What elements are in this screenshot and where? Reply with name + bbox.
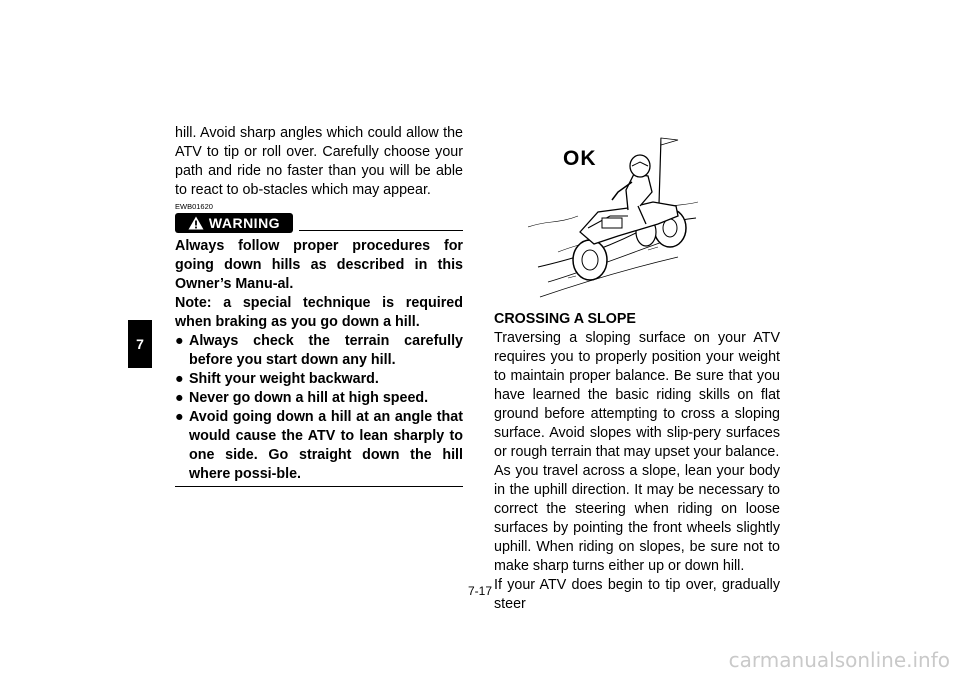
list-item-text: Never go down a hill at high speed. [189, 390, 429, 406]
right-column [494, 310, 780, 614]
list-item [175, 332, 463, 370]
page-number: 7-17 [467, 584, 493, 598]
warning-code: EWB01620 [175, 202, 213, 211]
list-item-text: Avoid going down a hill at an angle that would cause the ATV to lean sharply to one side. Go straight down the hill where possi-ble. [189, 409, 463, 482]
section-heading: CROSSING A SLOPE [494, 311, 636, 327]
intro-paragraph: hill. Avoid sharp angles which could allow the ATV to tip or roll over. Carefully choose your path and ride no faster than you will be able to react to ob-stacles which may appear. [175, 125, 463, 198]
body-paragraph-1: Traversing a sloping surface on your ATV requires you to properly position your weight to maintain proper balance. Be sure that you have learned the basic riding skills on flat ground before attempting to cross a sloping surface. Avoid slopes with slip-pery surfaces or rough terrain that may upset your balance. [494, 330, 780, 460]
bullet-icon: ● [175, 390, 184, 406]
warning-end-rule [175, 486, 463, 487]
warning-triangle-icon [188, 216, 204, 230]
figure-label: OK [563, 147, 597, 170]
bullet-icon: ● [175, 409, 184, 425]
warning-label: WARNING [208, 214, 281, 231]
body-paragraph-2: As you travel across a slope, lean your body in the uphill direction. It may be necessary to correct the steering when riding on loose surfaces by pointing the front wheels slightly uphill. When riding on slopes, be sure not to make sharp turns either up or down hill. [494, 463, 780, 574]
list-item [175, 389, 463, 408]
list-item-text: Always check the terrain carefully before you start down any hill. [189, 333, 463, 368]
atv-slope-illustration [528, 132, 698, 302]
warning-paragraph-2: Note: a special technique is required when braking as you go down a hill. [175, 295, 463, 330]
list-item [175, 408, 463, 484]
warning-rule [299, 230, 463, 231]
warning-badge [175, 213, 293, 233]
list-item-text: Shift your weight backward. [189, 371, 379, 387]
warning-body [175, 237, 463, 484]
bullet-icon: ● [175, 371, 184, 387]
body-paragraph-3: If your ATV does begin to tip over, gradually steer [494, 577, 780, 612]
bullet-icon: ● [175, 333, 184, 349]
warning-paragraph-1: Always follow proper procedures for going down hills as described in this Owner’s Manu-al. [175, 238, 463, 292]
chapter-number: 7 [136, 336, 144, 352]
left-column [175, 124, 463, 487]
warning-header [175, 213, 463, 233]
chapter-tab [128, 320, 152, 368]
list-item [175, 370, 463, 389]
watermark: carmanualsonline.info [728, 648, 950, 672]
